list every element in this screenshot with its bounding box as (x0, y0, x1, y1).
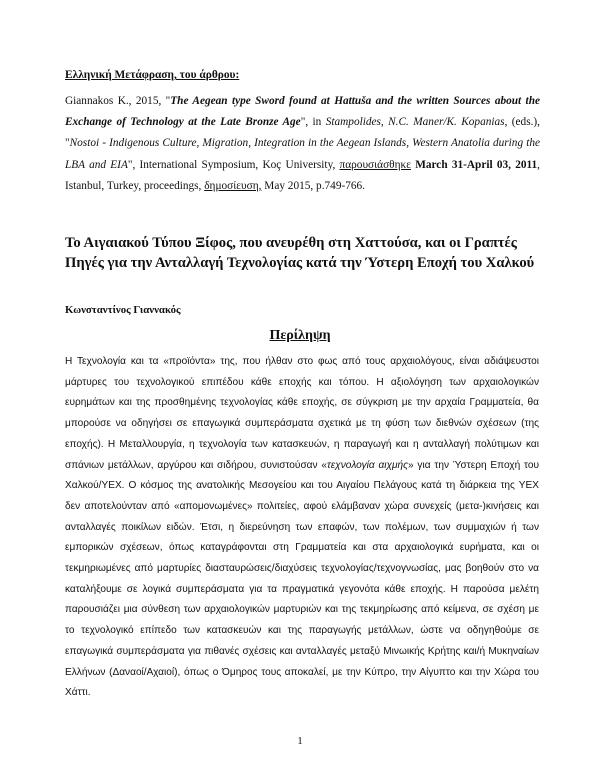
citation-editors: Stampolides, N.C. Maner/K. Kopanias (325, 116, 505, 129)
article-author: Κωνσταντίνος Γιαννακός (65, 304, 181, 316)
abstract-heading: Περίληψη (269, 328, 331, 343)
translation-label: Ελληνική Μετάφραση, του άρθρου: (65, 69, 240, 81)
abstract-body: Η Τεχνολογία και τα «προϊόντα» της, που ήλθαν στο φως από τους αρχαιολόγους, είναι αδιάψευστοι μάρτυρες του τεχνολογικού επιπέδου κάθε εποχής και τόπου. Η αξιολόγηση των αρχαιολογικών ευρημάτων και της προσθημένης τεχνολογίας κάθε εποχής, σε σύγκριση με την αρχαία Γραμματεία, θα μπορούσε να οδηγήσει σε επαγωγικά συμπεράσματα σχετικά με τη φύση των διεθνών σχέσεων (της εποχής). Η Μεταλλουργία, η τεχνολογία των κατασκευών, η παραγωγή και η ανταλλαγή πολύτιμων και σπάνιων μετάλλων, αργύρου και σιδήρου, συνιστούσαν «τεχνολογία αιχμής» για την Ύστερη Εποχή του Χαλκού/ΥΕΧ. Ο κόσμος της ανατολικής Μεσογείου και του Αιγαίου Πελάγους κατά τη διάρκεια της ΥΕΧ δεν αποτελούνταν από «απομονωμένες» πολιτείες, αφού ελάμβαναν χώρα συνεχείς (μετα-)κινήσεις και ανταλλαγές ποικίλων ειδών. Έτσι, η διερεύνηση των επαφών, των πολέμων, των συμμαχιών ή των εμπορικών σχέσεων, όπως καταγράφονται στη Γραμματεία και στα αρχαιολογικά ευρήματα, και οι τεκμηριωμένες από μαρτυρίες διασταυρώσεις/διαχύσεις τεχνολογίας/τεχνογνωσίας, μας βοηθούν στο να καταλήξουμε σε λογικά συμπεράσματα για τα πραγματικά γεγονότα κάθε εποχής. Η παρούσα μελέτη παρουσιάζει μια σύνθεση των αρχαιολογικών μαρτυριών και της τεκμηρίωσης από κείμενα, σε σχέση με το τεχνολογικό επίπεδο των κατασκευών και της παραγωγής μετάλλων, ώστε να οδηγηθούμε σε επαγωγικά συμπεράσματα για πιθανές σχέσεις και ανταλλαγές μεταξύ Μινωικής Κρήτης και/ή Μυκηναίων Ελλήνων (Δαναοί/Αχαιοί), όπως ο Όμηρος τους αποκαλεί, με την Κύπρο, την Αίγυπτο και την Χώρα του Χάττι. (65, 356, 539, 699)
citation-authors: Giannakos K., 2015, " (65, 95, 171, 107)
abstract-italic-term: τεχνολογία αιχμής (326, 459, 409, 471)
citation-block: Giannakos K., 2015, "The Aegean type Sword found at Hattuša and the written Sources about the Exchange of Technology at the Late Bronze Age", in Stampolides, N.C. Maner/K. Kopanias, (eds.), "Nostoi - Indigenous Culture, Migration, Integration in the Aegean Islands, Western Anatolia during the LBA and EIA", International Symposium, Koç University, παρουσιάσθηκε March 31-April 03, 2011, Istanbul, Turkey, proceedings, δημοσίευση, May 2015, p.749-766. (65, 95, 541, 192)
page-number: 1 (297, 735, 303, 747)
citation-volume-title: Nostoi - Indigenous Culture, Migration, Integration in the Aegean Islands, Western Anatolia during the LBA and EIA (65, 137, 540, 171)
article-title: Το Αιγαιακού Τύπου Ξίφος, που ανευρέθη στη Χαττούσα, και οι Γραπτές Πηγές για την Ανταλλαγή Τεχνολογίας κατά την Ύστερη Εποχή του Χαλκού (65, 235, 535, 271)
citation-paper-title: The Aegean type Sword found at Hattuša and the written Sources about the Exchange of Technology at the Late Bronze Age (65, 95, 540, 129)
citation-dates: March 31-April 03, 2011 (415, 158, 538, 171)
presented-link[interactable]: παρουσιάσθηκε (339, 158, 411, 171)
published-link[interactable]: δημοσίευση, (204, 179, 262, 192)
